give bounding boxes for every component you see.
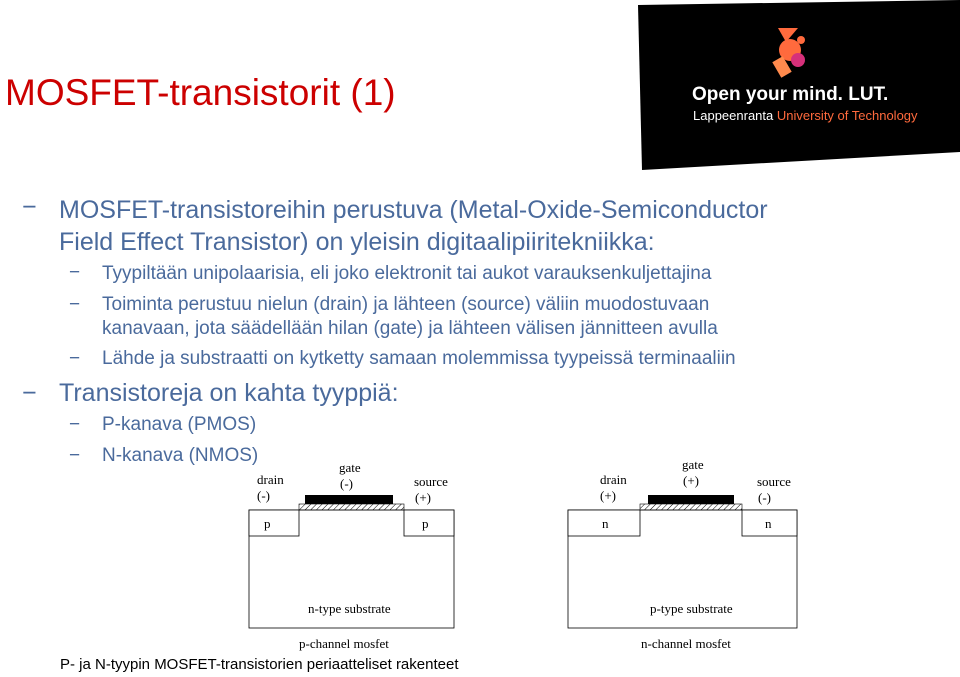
sub-bullet-pmos: P-kanava (PMOS) xyxy=(102,414,257,435)
pmos-source-polarity: (+) xyxy=(415,490,431,505)
bullet-dash: − xyxy=(69,348,81,369)
pmos-source-label: source xyxy=(414,474,448,489)
bullet-dash: − xyxy=(22,379,37,407)
pmos-source-region xyxy=(404,510,454,536)
nmos-substrate-label: p-type substrate xyxy=(650,601,733,616)
bullet-dash: − xyxy=(69,262,81,283)
pmos-oxide xyxy=(299,504,404,510)
nmos-source-label: source xyxy=(757,474,791,489)
bullet-dash: − xyxy=(69,414,81,435)
nmos-source-polarity: (-) xyxy=(758,490,771,505)
pmos-right-region-label: p xyxy=(422,516,429,531)
pmos-gate xyxy=(305,495,393,504)
nmos-gate-label: gate xyxy=(682,457,704,472)
pmos-left-region-label: p xyxy=(264,516,271,531)
nmos-drain-polarity: (+) xyxy=(600,488,616,503)
sub-bullet-nmos: N-kanava (NMOS) xyxy=(102,445,259,466)
bullet-dash: − xyxy=(69,294,81,315)
pmos-substrate-label: n-type substrate xyxy=(308,601,391,616)
figure-caption: P- ja N-tyypin MOSFET-transistorien periaatteliset rakenteet xyxy=(60,656,459,673)
nmos-left-region-label: n xyxy=(602,516,609,531)
pmos-gate-label: gate xyxy=(339,460,361,475)
pmos-drain-label: drain xyxy=(257,472,284,487)
nmos-drain-label: drain xyxy=(600,472,627,487)
slide-title: MOSFET-transistorit (1) xyxy=(5,72,396,113)
bullet-1-line-1: MOSFET-transistoreihin perustuva (Metal-Oxide-Semiconductor xyxy=(59,196,768,224)
logo-tagline: Open your mind. LUT. xyxy=(692,84,889,105)
sub-bullet-1: Tyypiltään unipolaarisia, eli joko elektronit tai aukot varauksenkuljettajina xyxy=(102,263,712,284)
sub-bullet-3: Lähde ja substraatti on kytketty samaan molemmissa tyypeissä terminaaliin xyxy=(102,348,736,369)
bullet-1-line-2: Field Effect Transistor) on yleisin digitaalipiiritekniikka: xyxy=(59,228,655,256)
bullet-dash: − xyxy=(22,193,37,221)
sub-bullet-2-line-2: kanavaan, jota säädellään hilan (gate) ja lähteen välisen jännitteen avulla xyxy=(102,318,718,339)
nmos-right-region-label: n xyxy=(765,516,772,531)
sub-bullet-2-line-1: Toiminta perustuu nielun (drain) ja lähteen (source) väliin muodostuvaan xyxy=(102,294,710,315)
nmos-gate xyxy=(648,495,734,504)
pmos-drain-polarity: (-) xyxy=(257,488,270,503)
nmos-caption: n-channel mosfet xyxy=(641,636,731,651)
pmos-caption: p-channel mosfet xyxy=(299,636,389,651)
logo-institution-highlight: University of Technology xyxy=(776,108,918,123)
bullet-2: Transistoreja on kahta tyyppiä: xyxy=(59,379,399,407)
nmos-gate-polarity: (+) xyxy=(683,473,699,488)
nmos-oxide xyxy=(640,504,742,510)
bullet-dash: − xyxy=(69,445,81,466)
pmos-drain-region xyxy=(249,510,299,536)
pmos-gate-polarity: (-) xyxy=(340,476,353,491)
logo-institution-plain: Lappeenranta xyxy=(693,108,777,123)
